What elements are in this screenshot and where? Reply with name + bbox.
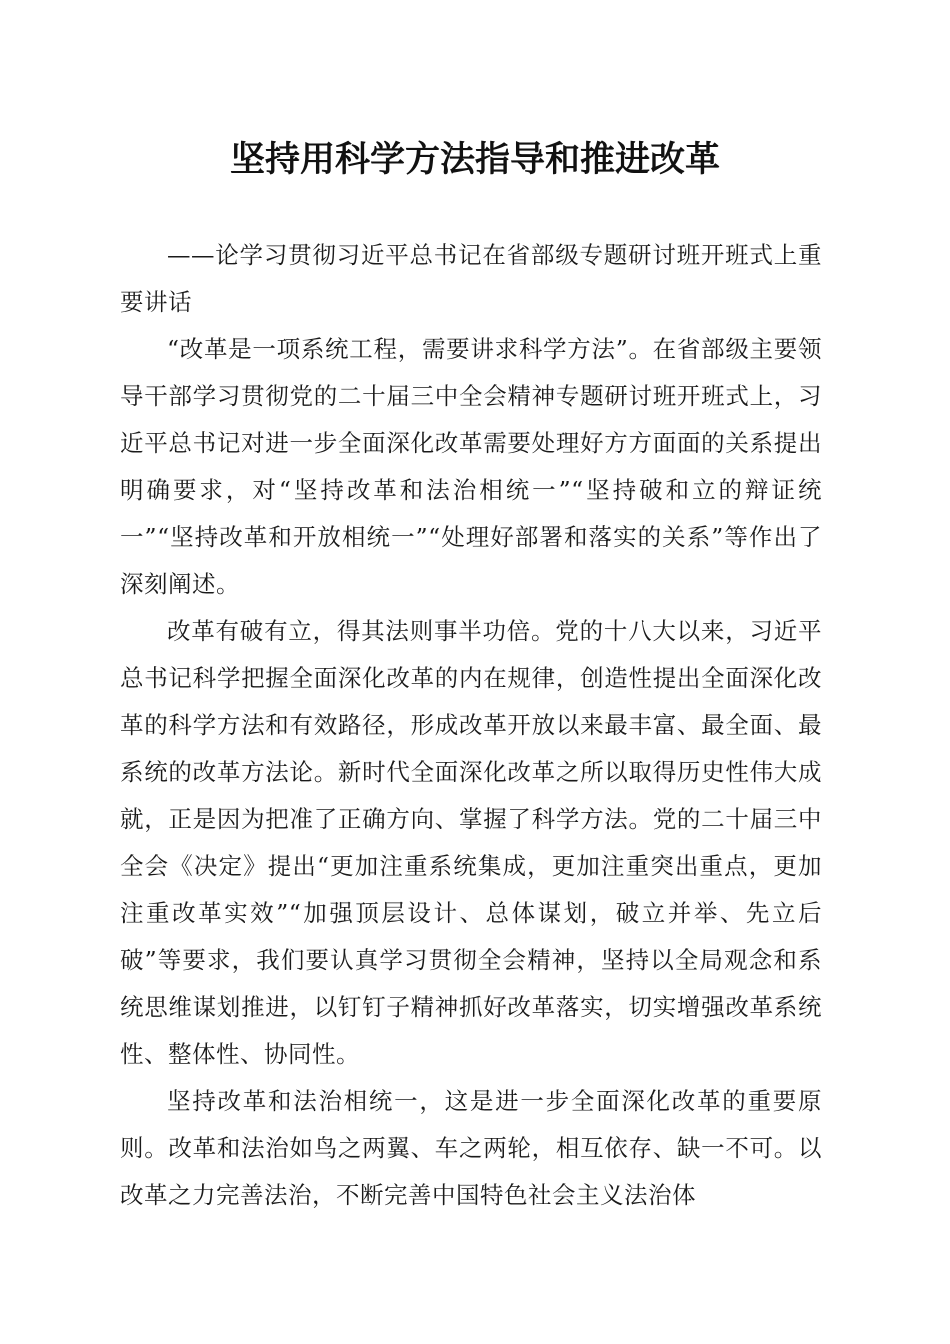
body-paragraph-3: 坚持改革和法治相统一，这是进一步全面深化改革的重要原则。改革和法治如鸟之两翼、车之两轮，相互依存、缺一不可。以改革之力完善法治，不断完善中国特色社会主义法治体 [120, 1087, 822, 1209]
body-paragraph-1: “改革是一项系统工程，需要讲求科学方法”。在省部级主要领导干部学习贯彻党的二十届三中全会精神专题研讨班开班式上，习近平总书记对进一步全面深化改革需要处理好方方面面的关系提出明确要求，对“坚持改革和法治相统一”“坚持破和立的辩证统一”“坚持改革和开放相统一”“处理好部署和落实的关系”等作出了深刻阐述。 [120, 335, 822, 598]
document-body [120, 232, 822, 1219]
document-title: 坚持用科学方法指导和推进改革 [229, 139, 720, 180]
body-paragraph-2: 改革有破有立，得其法则事半功倍。党的十八大以来，习近平总书记科学把握全面深化改革的内在规律，创造性提出全面深化改革的科学方法和有效路径，形成改革开放以来最丰富、最全面、最系统的改革方法论。新时代全面深化改革之所以取得历史性伟大成就，正是因为把准了正确方向、掌握了科学方法。党的二十届三中全会《决定》提出“更加注重系统集成，更加注重突出重点，更加注重改革实效”“加强顶层设计、总体谋划，破立并举、先立后破”等要求，我们要认真学习贯彻全会精神，坚持以全局观念和系统思维谋划推进，以钉钉子精神抓好改革落实，切实增强改革系统性、整体性、协同性。 [120, 617, 822, 1068]
subtitle-paragraph: ——论学习贯彻习近平总书记在省部级专题研讨班开班式上重要讲话 [120, 241, 822, 316]
